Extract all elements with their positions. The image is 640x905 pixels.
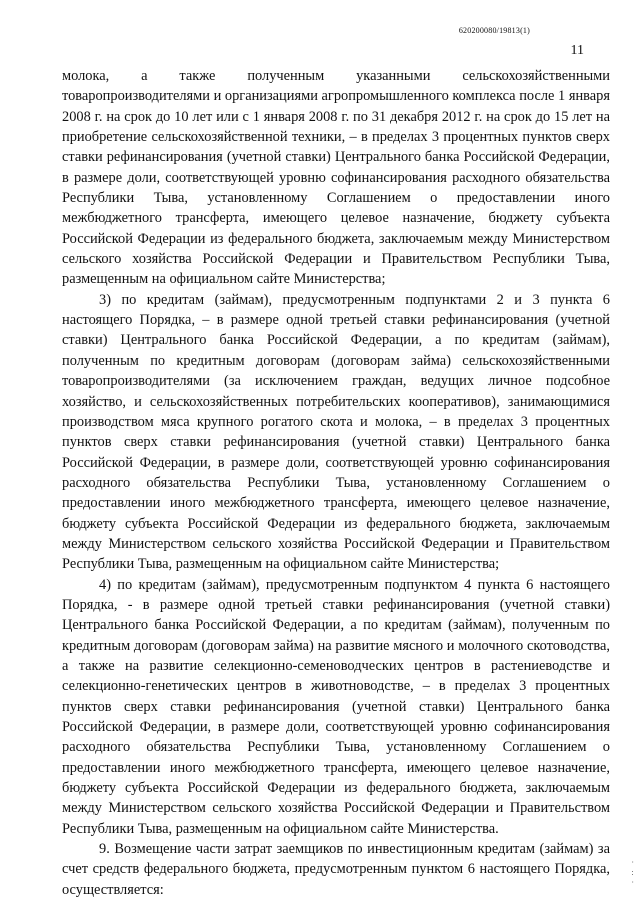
paragraph-item-3: 3) по кредитам (займам), предусмотренным подпунктами 2 и 3 пункта 6 настоящего Порядка, – в размере одной третьей ставки рефинансирования (учетной ставки) Центрального банка Российской Федерации, а по кредитам (займам), полученным по кредитным договорам (договорам займа) сельскохозяйственными товаропроизводителями (за исключением граждан, ведущих личное подсобное хозяйство, и сельскохозяйственных потребительских кооперативов), занимающимися производством мяса крупного рогатого скота и молока, – в пределах 3 процентных пунктов сверх ставки рефинансирования (учетной ставки) Центрального банка Российской Федерации, в размере доли, соответствующей уровню софинансирования расходного обязательства Республики Тыва, установленному Соглашением о предоставлении иного межбюджетного трансферта, имеющего целевое назначение, бюджету субъекта Российской Федерации из федерального бюджета, заключаемым между Министерством сельского хозяйства Российской Федерации и Правительством Республики Тыва, размещенным на официальном сайте Министерства; bbox=[62, 291, 610, 573]
scan-artifact-dots: · : · bbox=[631, 858, 634, 887]
document-id: 620200080/19813(1) bbox=[458, 26, 530, 35]
paragraph-item-4: 4) по кредитам (займам), предусмотренным подпунктом 4 пункта 6 настоящего Порядка, - в размере одной третьей ставки рефинансирования (учетной ставки) Центрального банка Российской Федерации, а по кредитам (займам), полученным по кредитным договорам (договорам займа) на развитие мясного и молочного скотоводства, а также на развитие селекционно-семеноводческих центров в растениеводстве и селекционно-генетических центров в животноводстве, – в пределах 3 процентных пунктов сверх ставки рефинансирования (учетной ставки) Центрального банка Российской Федерации, в размере доли, соответствующей уровню софинансирования расходного обязательства Республики Тыва, установленному Соглашением о предоставлении иного межбюджетного трансферта, имеющего целевое назначение, бюджету субъекта Российской Федерации из федерального бюджета, заключаемым между Министерством сельского хозяйства Российской Федерации и Правительством Республики Тыва, размещенным на официальном сайте Министерства. bbox=[62, 576, 610, 837]
document-body bbox=[62, 66, 610, 900]
paragraph-clause-9: 9. Возмещение части затрат заемщиков по инвестиционным кредитам (займам) за счет средств федерального бюджета, предусмотренным пунктом 6 настоящего Порядка, осуществляется: bbox=[62, 841, 610, 898]
page-number: 11 bbox=[570, 43, 584, 58]
paragraph-continuation: молока, а также полученным указанными сельскохозяйственными товаропроизводителями и организациями агропромышленного комплекса после 1 января 2008 г. на срок до 10 лет или с 1 января 2008 г. по 31 декабря 2012 г. на срок до 15 лет на приобретение сельскохозяйственной техники, – в пределах 3 процентных пунктов сверх ставки рефинансирования (учетной ставки) Центрального банка Российской Федерации, в размере доли, соответствующей уровню софинансирования расходного обязательства Республики Тыва, установленному Соглашением о предоставлении иного межбюджетного трансферта, имеющего целевое назначение, бюджету субъекта Российской Федерации из федерального бюджета, заключаемым между Министерством сельского хозяйства Российской Федерации и Правительством Республики Тыва, размещенным на официальном сайте Министерства; bbox=[62, 68, 610, 288]
